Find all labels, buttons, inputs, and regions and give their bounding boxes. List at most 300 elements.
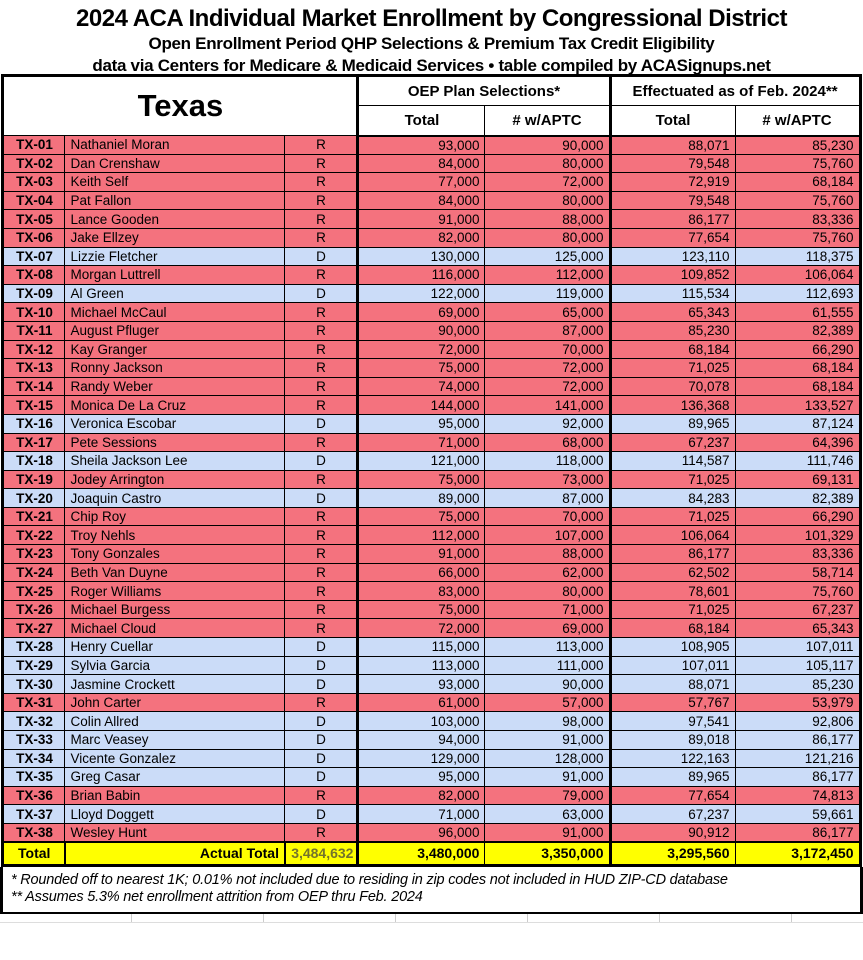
table-row: [3, 675, 860, 694]
eff-aptc-cell: 107,011: [735, 638, 860, 657]
group-header-effectuated: Effectuated as of Feb. 2024**: [610, 76, 860, 106]
table-row: [3, 396, 860, 415]
eff-total-cell: 107,011: [610, 656, 735, 675]
table-row: [3, 638, 860, 657]
district-cell: TX-02: [3, 154, 65, 173]
eff-aptc-cell: 112,693: [735, 284, 860, 303]
oep-aptc-cell: 87,000: [485, 321, 610, 340]
total-eff-total: 3,295,560: [610, 842, 735, 865]
district-cell: TX-29: [3, 656, 65, 675]
district-cell: TX-30: [3, 675, 65, 694]
district-cell: TX-07: [3, 247, 65, 266]
oep-aptc-cell: 80,000: [485, 582, 610, 601]
oep-aptc-cell: 80,000: [485, 228, 610, 247]
district-cell: TX-25: [3, 582, 65, 601]
group-header-oep: OEP Plan Selections*: [358, 76, 610, 106]
district-cell: TX-37: [3, 805, 65, 824]
party-cell: D: [285, 247, 358, 266]
eff-aptc-cell: 75,760: [735, 154, 860, 173]
eff-aptc-cell: 85,230: [735, 136, 860, 155]
district-cell: TX-23: [3, 545, 65, 564]
footnote-attrition: ** Assumes 5.3% net enrollment attrition from OEP thru Feb. 2024: [11, 888, 423, 905]
party-cell: D: [285, 489, 358, 508]
eff-total-cell: 70,078: [610, 377, 735, 396]
table-row: [3, 526, 860, 545]
oep-aptc-cell: 73,000: [485, 470, 610, 489]
table-row: [3, 210, 860, 229]
eff-aptc-cell: 83,336: [735, 210, 860, 229]
total-oep-total: 3,480,000: [358, 842, 485, 865]
table-row: [3, 786, 860, 805]
oep-aptc-cell: 80,000: [485, 191, 610, 210]
rep-name-cell: Sheila Jackson Lee: [65, 452, 285, 471]
oep-total-cell: 61,000: [358, 693, 485, 712]
oep-total-cell: 72,000: [358, 340, 485, 359]
rep-name-cell: Vicente Gonzalez: [65, 749, 285, 768]
title-block: [0, 0, 863, 74]
oep-total-cell: 91,000: [358, 210, 485, 229]
state-label: Texas: [3, 76, 358, 136]
oep-total-cell: 94,000: [358, 731, 485, 750]
eff-aptc-cell: 121,216: [735, 749, 860, 768]
oep-total-cell: 83,000: [358, 582, 485, 601]
oep-total-cell: 93,000: [358, 675, 485, 694]
eff-aptc-cell: 59,661: [735, 805, 860, 824]
spreadsheet-gridline-strip: [0, 914, 863, 923]
rep-name-cell: Pat Fallon: [65, 191, 285, 210]
district-cell: TX-11: [3, 321, 65, 340]
party-cell: D: [285, 414, 358, 433]
district-cell: TX-13: [3, 359, 65, 378]
eff-total-cell: 88,071: [610, 136, 735, 155]
eff-total-cell: 71,025: [610, 470, 735, 489]
party-cell: R: [285, 823, 358, 842]
table-row: [3, 563, 860, 582]
eff-aptc-cell: 69,131: [735, 470, 860, 489]
party-cell: R: [285, 321, 358, 340]
table-row: [3, 489, 860, 508]
oep-total-cell: 71,000: [358, 805, 485, 824]
party-cell: R: [285, 303, 358, 322]
oep-aptc-cell: 91,000: [485, 731, 610, 750]
eff-total-cell: 67,237: [610, 805, 735, 824]
oep-total-cell: 89,000: [358, 489, 485, 508]
oep-total-cell: 95,000: [358, 414, 485, 433]
eff-total-cell: 97,541: [610, 712, 735, 731]
table-row: [3, 452, 860, 471]
eff-total-cell: 89,965: [610, 414, 735, 433]
rep-name-cell: August Pfluger: [65, 321, 285, 340]
oep-total-cell: 74,000: [358, 377, 485, 396]
eff-total-cell: 68,184: [610, 340, 735, 359]
eff-aptc-cell: 86,177: [735, 731, 860, 750]
eff-total-cell: 84,283: [610, 489, 735, 508]
rep-name-cell: Roger Williams: [65, 582, 285, 601]
eff-total-cell: 89,965: [610, 768, 735, 787]
eff-aptc-cell: 65,343: [735, 619, 860, 638]
district-cell: TX-21: [3, 507, 65, 526]
district-cell: TX-24: [3, 563, 65, 582]
oep-total-cell: 122,000: [358, 284, 485, 303]
oep-aptc-cell: 128,000: [485, 749, 610, 768]
party-cell: R: [285, 619, 358, 638]
table-header: [3, 76, 860, 136]
oep-aptc-cell: 91,000: [485, 768, 610, 787]
rep-name-cell: Morgan Luttrell: [65, 266, 285, 285]
total-eff-aptc: 3,172,450: [735, 842, 860, 865]
table-row: [3, 340, 860, 359]
eff-total-cell: 90,912: [610, 823, 735, 842]
rep-name-cell: Pete Sessions: [65, 433, 285, 452]
district-cell: TX-04: [3, 191, 65, 210]
eff-aptc-cell: 68,184: [735, 173, 860, 192]
oep-total-cell: 66,000: [358, 563, 485, 582]
eff-aptc-cell: 75,760: [735, 582, 860, 601]
oep-total-cell: 129,000: [358, 749, 485, 768]
total-row: [3, 842, 860, 865]
total-oep-aptc: 3,350,000: [485, 842, 610, 865]
eff-total-cell: 89,018: [610, 731, 735, 750]
table-row: [3, 545, 860, 564]
actual-total-value: 3,484,632: [285, 842, 358, 865]
rep-name-cell: Marc Veasey: [65, 731, 285, 750]
eff-total-cell: 67,237: [610, 433, 735, 452]
table-row: [3, 377, 860, 396]
district-rows: [3, 136, 860, 843]
rep-name-cell: Michael Burgess: [65, 600, 285, 619]
oep-aptc-cell: 119,000: [485, 284, 610, 303]
rep-name-cell: Colin Allred: [65, 712, 285, 731]
oep-aptc-cell: 68,000: [485, 433, 610, 452]
district-cell: TX-36: [3, 786, 65, 805]
oep-total-cell: 112,000: [358, 526, 485, 545]
district-cell: TX-08: [3, 266, 65, 285]
party-cell: R: [285, 526, 358, 545]
district-cell: TX-27: [3, 619, 65, 638]
rep-name-cell: Chip Roy: [65, 507, 285, 526]
table-row: [3, 823, 860, 842]
district-cell: TX-31: [3, 693, 65, 712]
oep-total-cell: 75,000: [358, 507, 485, 526]
district-cell: TX-19: [3, 470, 65, 489]
eff-aptc-cell: 85,230: [735, 675, 860, 694]
eff-aptc-cell: 75,760: [735, 191, 860, 210]
party-cell: D: [285, 656, 358, 675]
table-row: [3, 154, 860, 173]
footnotes-block: [0, 867, 863, 914]
eff-total-cell: 106,064: [610, 526, 735, 545]
eff-aptc-cell: 61,555: [735, 303, 860, 322]
table-row: [3, 693, 860, 712]
table-row: [3, 749, 860, 768]
column-header-oep-total: Total: [358, 106, 485, 136]
district-cell: TX-34: [3, 749, 65, 768]
oep-total-cell: 115,000: [358, 638, 485, 657]
party-cell: R: [285, 545, 358, 564]
rep-name-cell: Brian Babin: [65, 786, 285, 805]
table-row: [3, 731, 860, 750]
district-cell: TX-12: [3, 340, 65, 359]
oep-total-cell: 116,000: [358, 266, 485, 285]
table-row: [3, 228, 860, 247]
eff-aptc-cell: 105,117: [735, 656, 860, 675]
rep-name-cell: Lloyd Doggett: [65, 805, 285, 824]
oep-aptc-cell: 79,000: [485, 786, 610, 805]
district-cell: TX-09: [3, 284, 65, 303]
eff-total-cell: 86,177: [610, 545, 735, 564]
rep-name-cell: Michael Cloud: [65, 619, 285, 638]
eff-aptc-cell: 64,396: [735, 433, 860, 452]
party-cell: D: [285, 731, 358, 750]
eff-aptc-cell: 133,527: [735, 396, 860, 415]
oep-total-cell: 93,000: [358, 136, 485, 155]
table-row: [3, 303, 860, 322]
table-row: [3, 359, 860, 378]
party-cell: D: [285, 805, 358, 824]
rep-name-cell: Greg Casar: [65, 768, 285, 787]
district-cell: TX-14: [3, 377, 65, 396]
footnote-rounding: * Rounded off to nearest 1K; 0.01% not included due to residing in zip codes not included in HUD ZIP-CD database: [11, 871, 728, 888]
district-cell: TX-16: [3, 414, 65, 433]
rep-name-cell: Dan Crenshaw: [65, 154, 285, 173]
party-cell: R: [285, 136, 358, 155]
oep-aptc-cell: 91,000: [485, 823, 610, 842]
oep-total-cell: 77,000: [358, 173, 485, 192]
rep-name-cell: Sylvia Garcia: [65, 656, 285, 675]
district-cell: TX-33: [3, 731, 65, 750]
eff-total-cell: 78,601: [610, 582, 735, 601]
oep-aptc-cell: 118,000: [485, 452, 610, 471]
oep-total-cell: 72,000: [358, 619, 485, 638]
table-row: [3, 600, 860, 619]
eff-total-cell: 71,025: [610, 507, 735, 526]
party-cell: R: [285, 266, 358, 285]
column-header-eff-aptc: # w/APTC: [735, 106, 860, 136]
oep-aptc-cell: 70,000: [485, 507, 610, 526]
district-cell: TX-22: [3, 526, 65, 545]
page-subtitle: Open Enrollment Period QHP Selections & Premium Tax Credit Eligibility: [148, 34, 715, 53]
eff-total-cell: 109,852: [610, 266, 735, 285]
party-cell: R: [285, 340, 358, 359]
oep-aptc-cell: 69,000: [485, 619, 610, 638]
oep-total-cell: 71,000: [358, 433, 485, 452]
eff-aptc-cell: 106,064: [735, 266, 860, 285]
eff-total-cell: 77,654: [610, 228, 735, 247]
oep-total-cell: 84,000: [358, 154, 485, 173]
page-title: 2024 ACA Individual Market Enrollment by Congressional District: [76, 5, 787, 32]
oep-aptc-cell: 80,000: [485, 154, 610, 173]
table-row: [3, 173, 860, 192]
eff-total-cell: 62,502: [610, 563, 735, 582]
eff-aptc-cell: 111,746: [735, 452, 860, 471]
party-cell: R: [285, 470, 358, 489]
eff-total-cell: 85,230: [610, 321, 735, 340]
district-cell: TX-38: [3, 823, 65, 842]
rep-name-cell: Monica De La Cruz: [65, 396, 285, 415]
oep-aptc-cell: 57,000: [485, 693, 610, 712]
table-row: [3, 582, 860, 601]
oep-aptc-cell: 63,000: [485, 805, 610, 824]
eff-aptc-cell: 68,184: [735, 359, 860, 378]
rep-name-cell: Veronica Escobar: [65, 414, 285, 433]
table-row: [3, 768, 860, 787]
oep-total-cell: 91,000: [358, 545, 485, 564]
party-cell: R: [285, 563, 358, 582]
rep-name-cell: Jasmine Crockett: [65, 675, 285, 694]
party-cell: R: [285, 582, 358, 601]
total-label: Total: [3, 842, 65, 865]
eff-total-cell: 136,368: [610, 396, 735, 415]
table-row: [3, 433, 860, 452]
district-cell: TX-06: [3, 228, 65, 247]
oep-aptc-cell: 90,000: [485, 675, 610, 694]
actual-total-label: Actual Total: [65, 842, 285, 865]
eff-total-cell: 115,534: [610, 284, 735, 303]
eff-aptc-cell: 118,375: [735, 247, 860, 266]
table-row: [3, 284, 860, 303]
oep-total-cell: 121,000: [358, 452, 485, 471]
rep-name-cell: Keith Self: [65, 173, 285, 192]
district-cell: TX-35: [3, 768, 65, 787]
table-row: [3, 619, 860, 638]
oep-aptc-cell: 90,000: [485, 136, 610, 155]
party-cell: R: [285, 359, 358, 378]
eff-aptc-cell: 66,290: [735, 507, 860, 526]
oep-aptc-cell: 72,000: [485, 359, 610, 378]
rep-name-cell: Henry Cuellar: [65, 638, 285, 657]
oep-aptc-cell: 88,000: [485, 545, 610, 564]
table-row: [3, 247, 860, 266]
oep-aptc-cell: 125,000: [485, 247, 610, 266]
oep-total-cell: 75,000: [358, 600, 485, 619]
eff-total-cell: 79,548: [610, 191, 735, 210]
oep-total-cell: 82,000: [358, 786, 485, 805]
eff-aptc-cell: 75,760: [735, 228, 860, 247]
party-cell: R: [285, 507, 358, 526]
oep-aptc-cell: 65,000: [485, 303, 610, 322]
table-row: [3, 507, 860, 526]
oep-total-cell: 84,000: [358, 191, 485, 210]
oep-total-cell: 96,000: [358, 823, 485, 842]
eff-total-cell: 122,163: [610, 749, 735, 768]
oep-total-cell: 113,000: [358, 656, 485, 675]
eff-aptc-cell: 86,177: [735, 768, 860, 787]
district-cell: TX-10: [3, 303, 65, 322]
rep-name-cell: Michael McCaul: [65, 303, 285, 322]
table-row: [3, 805, 860, 824]
eff-aptc-cell: 67,237: [735, 600, 860, 619]
eff-total-cell: 71,025: [610, 359, 735, 378]
district-cell: TX-17: [3, 433, 65, 452]
oep-aptc-cell: 88,000: [485, 210, 610, 229]
district-cell: TX-32: [3, 712, 65, 731]
district-cell: TX-28: [3, 638, 65, 657]
rep-name-cell: Lizzie Fletcher: [65, 247, 285, 266]
rep-name-cell: Troy Nehls: [65, 526, 285, 545]
party-cell: D: [285, 675, 358, 694]
eff-total-cell: 123,110: [610, 247, 735, 266]
table-row: [3, 414, 860, 433]
party-cell: R: [285, 786, 358, 805]
party-cell: R: [285, 693, 358, 712]
eff-total-cell: 72,919: [610, 173, 735, 192]
oep-aptc-cell: 107,000: [485, 526, 610, 545]
eff-total-cell: 57,767: [610, 693, 735, 712]
eff-aptc-cell: 58,714: [735, 563, 860, 582]
eff-total-cell: 65,343: [610, 303, 735, 322]
district-cell: TX-15: [3, 396, 65, 415]
rep-name-cell: Tony Gonzales: [65, 545, 285, 564]
party-cell: D: [285, 284, 358, 303]
party-cell: D: [285, 452, 358, 471]
rep-name-cell: Wesley Hunt: [65, 823, 285, 842]
oep-aptc-cell: 92,000: [485, 414, 610, 433]
party-cell: R: [285, 433, 358, 452]
oep-aptc-cell: 72,000: [485, 377, 610, 396]
party-cell: R: [285, 377, 358, 396]
eff-total-cell: 68,184: [610, 619, 735, 638]
table-row: [3, 656, 860, 675]
eff-aptc-cell: 87,124: [735, 414, 860, 433]
oep-aptc-cell: 70,000: [485, 340, 610, 359]
rep-name-cell: Beth Van Duyne: [65, 563, 285, 582]
oep-aptc-cell: 72,000: [485, 173, 610, 192]
oep-total-cell: 75,000: [358, 470, 485, 489]
eff-total-cell: 71,025: [610, 600, 735, 619]
eff-aptc-cell: 92,806: [735, 712, 860, 731]
eff-aptc-cell: 74,813: [735, 786, 860, 805]
party-cell: R: [285, 154, 358, 173]
table-row: [3, 321, 860, 340]
oep-total-cell: 90,000: [358, 321, 485, 340]
rep-name-cell: Joaquin Castro: [65, 489, 285, 508]
eff-aptc-cell: 86,177: [735, 823, 860, 842]
oep-total-cell: 130,000: [358, 247, 485, 266]
column-header-oep-aptc: # w/APTC: [485, 106, 610, 136]
oep-aptc-cell: 62,000: [485, 563, 610, 582]
party-cell: D: [285, 712, 358, 731]
oep-total-cell: 144,000: [358, 396, 485, 415]
oep-aptc-cell: 141,000: [485, 396, 610, 415]
eff-aptc-cell: 83,336: [735, 545, 860, 564]
eff-total-cell: 77,654: [610, 786, 735, 805]
rep-name-cell: John Carter: [65, 693, 285, 712]
rep-name-cell: Jake Ellzey: [65, 228, 285, 247]
district-cell: TX-18: [3, 452, 65, 471]
party-cell: R: [285, 191, 358, 210]
oep-aptc-cell: 71,000: [485, 600, 610, 619]
eff-total-cell: 88,071: [610, 675, 735, 694]
district-cell: TX-01: [3, 136, 65, 155]
oep-aptc-cell: 98,000: [485, 712, 610, 731]
rep-name-cell: Al Green: [65, 284, 285, 303]
eff-total-cell: 79,548: [610, 154, 735, 173]
eff-total-cell: 108,905: [610, 638, 735, 657]
oep-total-cell: 75,000: [358, 359, 485, 378]
table-row: [3, 136, 860, 155]
rep-name-cell: Ronny Jackson: [65, 359, 285, 378]
party-cell: R: [285, 600, 358, 619]
data-attribution: data via Centers for Medicare & Medicaid Services • table compiled by ACASignups.net: [92, 56, 771, 75]
oep-total-cell: 95,000: [358, 768, 485, 787]
eff-total-cell: 86,177: [610, 210, 735, 229]
eff-aptc-cell: 101,329: [735, 526, 860, 545]
district-cell: TX-26: [3, 600, 65, 619]
eff-aptc-cell: 82,389: [735, 321, 860, 340]
table-row: [3, 712, 860, 731]
eff-aptc-cell: 68,184: [735, 377, 860, 396]
district-cell: TX-05: [3, 210, 65, 229]
